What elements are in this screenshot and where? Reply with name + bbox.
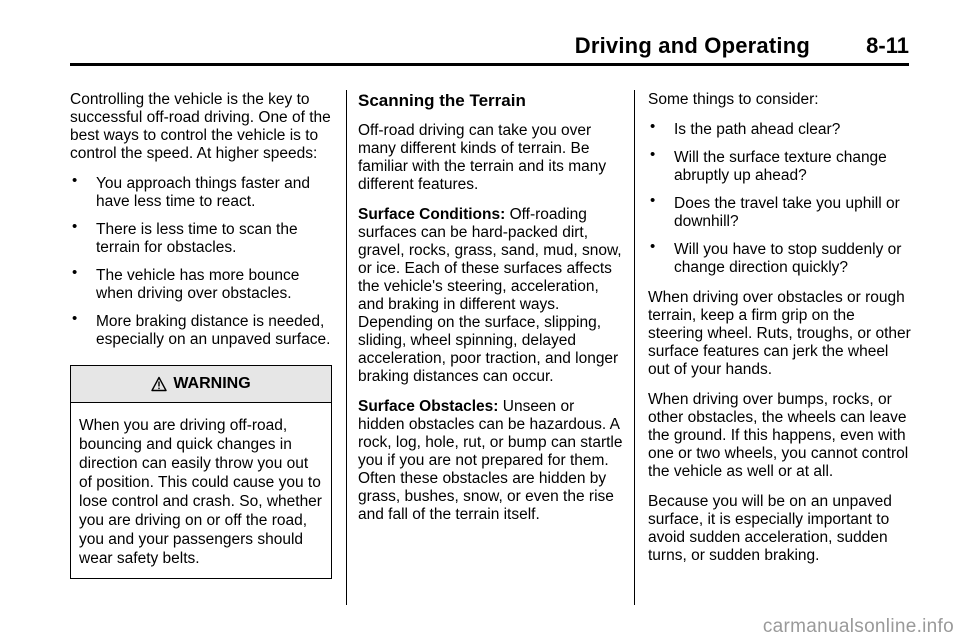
- left-column: [70, 91, 335, 579]
- list-item: • Does the travel take you uphill or downhill?: [650, 192, 900, 230]
- surface-conditions-paragraph: [358, 206, 623, 386]
- warning-box: [70, 365, 332, 579]
- surface-obstacles-text: Unseen or hidden obstacles can be hazardous. A rock, log, hole, rut, or bump can startle you if you are not prepared for them. Often these obstacles are hidden by grass, bushes, snow, or even the rise and fall of the terrain itself.: [358, 398, 623, 523]
- list-item: • You approach things faster and have less time to react.: [72, 172, 311, 210]
- bullet-icon: •: [650, 192, 656, 209]
- list-item: • More braking distance is needed, especially on an unpaved surface.: [72, 310, 331, 348]
- left-intro: Controlling the vehicle is the key to successful off-road driving. One of the best ways to control the vehicle is to control the speed. At higher speeds:: [70, 91, 331, 162]
- surface-obstacles-label: Surface Obstacles:: [358, 398, 499, 415]
- right-paragraph-1: When driving over obstacles or rough terrain, keep a firm grip on the steering wheel. Ruts, troughs, or other surface features can jerk the wheel out of your hands.: [648, 289, 911, 378]
- bullet-icon: •: [650, 146, 656, 163]
- bullet-icon: •: [72, 172, 78, 189]
- right-intro: Some things to consider:: [648, 91, 819, 108]
- list-item: • Will you have to stop suddenly or change direction quickly?: [650, 238, 902, 276]
- section-heading: Scanning the Terrain: [358, 91, 526, 110]
- list-item: • There is less time to scan the terrain for obstacles.: [72, 218, 298, 256]
- list-item: • The vehicle has more bounce when driving over obstacles.: [72, 264, 300, 302]
- bullet-icon: •: [72, 218, 78, 235]
- bullet-icon: •: [650, 238, 656, 255]
- list-item: • Will the surface texture change abruptly up ahead?: [650, 146, 887, 184]
- warning-header: [71, 366, 331, 403]
- bullet-icon: •: [650, 118, 656, 135]
- surface-obstacles-paragraph: [358, 398, 623, 524]
- warning-triangle-icon: [151, 376, 167, 392]
- right-paragraph-3: Because you will be on an unpaved surface, it is especially important to avoid sudden acceleration, sudden turns, or sudden braking.: [648, 493, 892, 564]
- right-bullet-list: [648, 118, 913, 277]
- bullet-icon: •: [72, 264, 78, 281]
- middle-intro: Off-road driving can take you over many different kinds of terrain. Be familiar with the terrain and its many different features.: [358, 122, 607, 193]
- column-divider: [346, 90, 347, 605]
- warning-text: When you are driving off-road, bouncing and quick changes in direction can easily throw you out of position. This could cause you to lose control and crash. So, whether you are driving on or off the road, you and your passengers should wear safety belts.: [79, 417, 322, 567]
- surface-conditions-text: Off-roading surfaces can be hard-packed dirt, gravel, rocks, grass, sand, mud, snow, or ice. Each of these surfaces affects the vehicle's steering, acceleration, and braking in different ways. Depending on the surface, slipping, sliding, wheel spinning, delayed acceleration, poor traction, and longer braking distances can occur.: [358, 206, 622, 385]
- right-column: [648, 91, 913, 577]
- header-rule: [70, 63, 909, 66]
- list-item: • Is the path ahead clear?: [650, 118, 841, 138]
- page-number: 8-11: [866, 33, 909, 58]
- warning-title: WARNING: [173, 375, 251, 392]
- surface-conditions-label: Surface Conditions:: [358, 206, 506, 223]
- column-divider: [634, 90, 635, 605]
- middle-column: [358, 91, 623, 536]
- header-title: Driving and Operating: [574, 33, 810, 58]
- watermark: carmanualsonline.info: [762, 616, 954, 637]
- right-paragraph-2: When driving over bumps, rocks, or other obstacles, the wheels can leave the ground. If this happens, even with one or two wheels, you cannot control the vehicle as well or at all.: [648, 391, 909, 480]
- bullet-icon: •: [72, 310, 78, 327]
- left-bullet-list: [70, 172, 335, 349]
